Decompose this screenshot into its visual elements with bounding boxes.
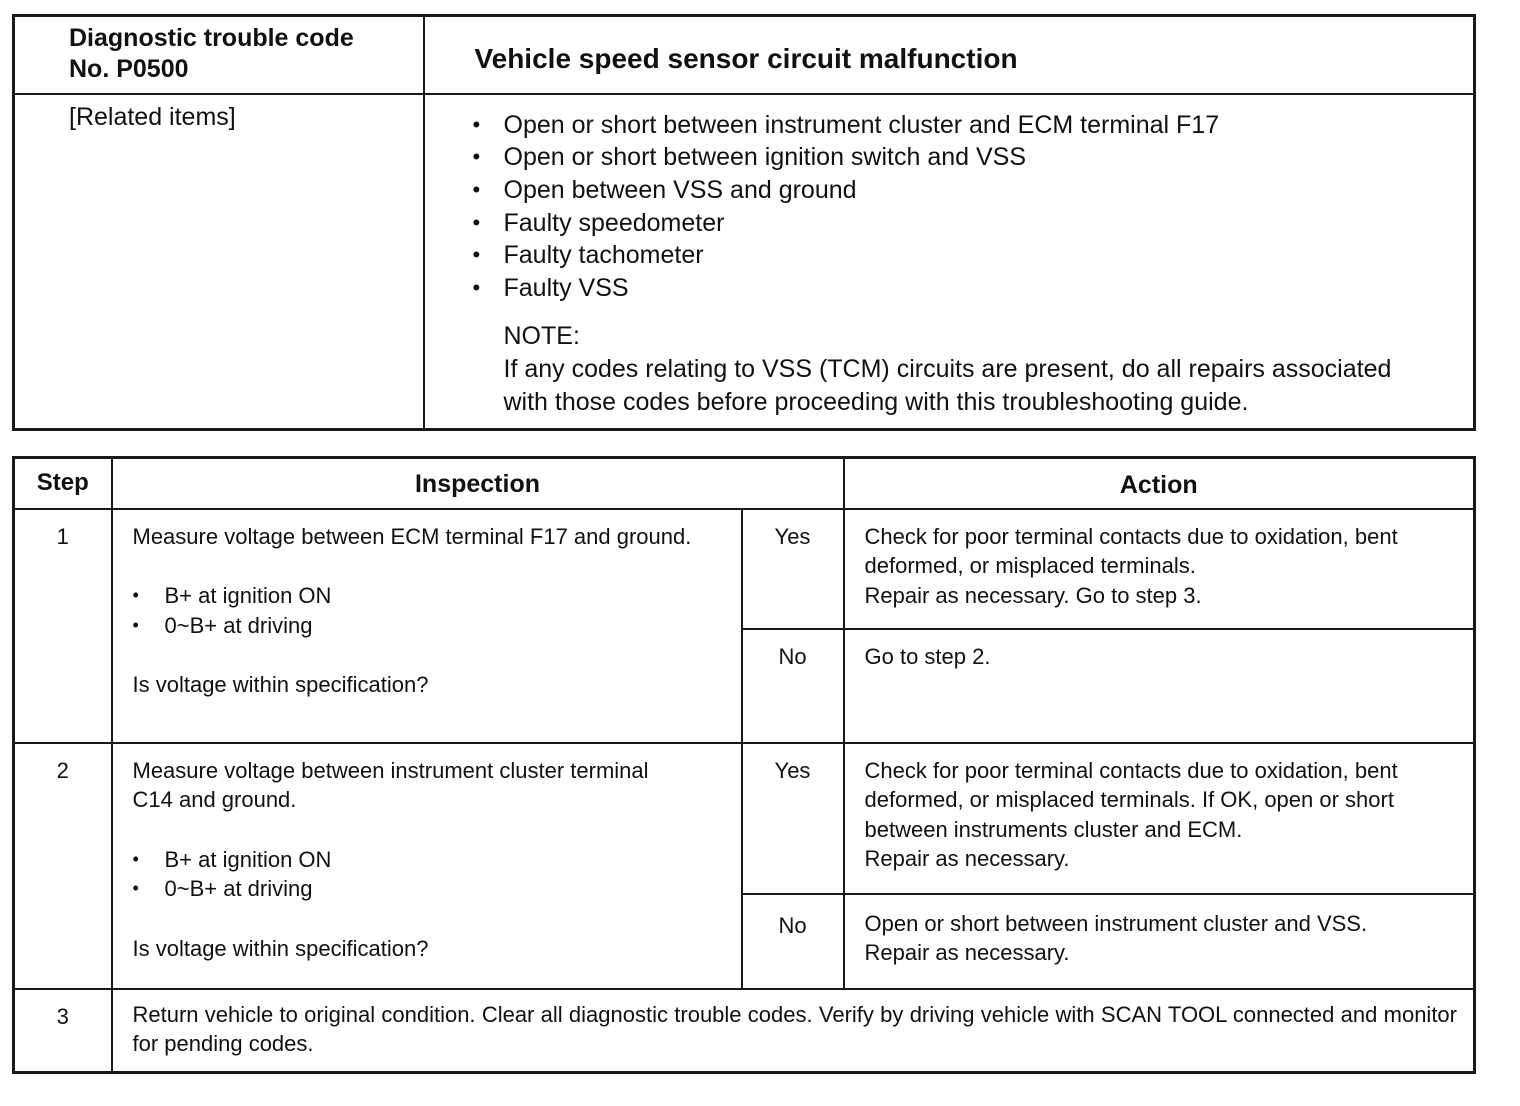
- dtc-header-table: [12, 14, 1476, 431]
- step-3-text: Return vehicle to original condition. Clear all diagnostic trouble codes. Verify by driving vehicle with SCAN TOOL connected and monitor for pending codes.: [112, 989, 1475, 1073]
- column-header-action: Action: [844, 458, 1475, 509]
- inspection-text-line1: Measure voltage between instrument cluster terminal: [132, 757, 649, 783]
- list-item: • B+ at ignition ON: [133, 581, 721, 611]
- related-item: • Open or short between instrument cluster and ECM terminal F17: [473, 109, 1454, 142]
- list-item: • 0~B+ at driving: [133, 611, 721, 641]
- note-text-line1: If any codes relating to VSS (TCM) circuits are present, do all repairs associated: [503, 354, 1392, 383]
- action-line: Repair as necessary.: [864, 940, 1070, 965]
- action-line: Check for poor terminal contacts due to oxidation, bent: [864, 757, 1398, 783]
- yes-action: [844, 743, 1475, 894]
- action-line: deformed, or misplaced terminals. If OK, open or short: [864, 787, 1394, 812]
- list-item: • 0~B+ at driving: [133, 874, 721, 904]
- action-line: Repair as necessary.: [864, 846, 1070, 871]
- dtc-title: Vehicle speed sensor circuit malfunction: [424, 16, 1475, 94]
- related-item: • Faulty tachometer: [473, 239, 1454, 272]
- related-item: • Open or short between ignition switch and VSS: [473, 141, 1454, 174]
- action-line: Repair as necessary. Go to step 3.: [864, 582, 1202, 608]
- dtc-code-label-line1: Diagnostic trouble code: [69, 24, 354, 52]
- action-line: Open or short between instrument cluster and VSS.: [864, 910, 1368, 936]
- no-action: [844, 629, 1475, 743]
- no-label: No: [742, 629, 844, 743]
- inspection-question: Is voltage within specification?: [132, 672, 429, 697]
- step-number: 3: [14, 989, 112, 1073]
- dtc-code-number: No. P0500: [69, 55, 189, 83]
- inspection-text-line2: C14 and ground.: [132, 787, 297, 812]
- inspection-text: Measure voltage between ECM terminal F17 and ground.: [132, 523, 692, 549]
- column-header-step: Step: [14, 458, 112, 509]
- no-action: [844, 894, 1475, 989]
- inspection-question: Is voltage within specification?: [132, 935, 429, 961]
- related-items-label: [Related items]: [14, 94, 424, 430]
- yes-label: Yes: [742, 743, 844, 894]
- action-line: deformed, or misplaced terminals.: [864, 553, 1196, 578]
- step-inspection: [112, 509, 742, 743]
- note-text-line2: with those codes before proceeding with this troubleshooting guide.: [503, 387, 1249, 416]
- step-inspection: [112, 743, 742, 989]
- no-label: No: [742, 894, 844, 989]
- yes-label: Yes: [742, 509, 844, 629]
- related-item: • Faulty speedometer: [473, 207, 1454, 240]
- note-label: NOTE:: [503, 321, 580, 350]
- related-items-cell: [424, 94, 1475, 430]
- column-header-inspection: Inspection: [112, 458, 844, 509]
- inspection-bullets: [133, 845, 721, 904]
- related-items-list: [473, 109, 1454, 305]
- note-block: [473, 320, 1454, 419]
- related-item: • Open between VSS and ground: [473, 174, 1454, 207]
- action-line: between instruments cluster and ECM.: [864, 816, 1243, 842]
- action-line: Go to step 2.: [864, 643, 991, 669]
- inspection-bullets: [133, 581, 721, 640]
- table-row: [14, 509, 1475, 629]
- table-row: [14, 743, 1475, 894]
- dtc-code-label: [14, 16, 424, 94]
- action-line: Check for poor terminal contacts due to oxidation, bent: [864, 523, 1398, 549]
- step-number: 1: [14, 509, 112, 743]
- list-item: • B+ at ignition ON: [133, 845, 721, 875]
- related-item: • Faulty VSS: [473, 272, 1454, 305]
- table-row: [14, 989, 1475, 1073]
- yes-action: [844, 509, 1475, 629]
- troubleshooting-steps-table: [12, 456, 1476, 1074]
- step-number: 2: [14, 743, 112, 989]
